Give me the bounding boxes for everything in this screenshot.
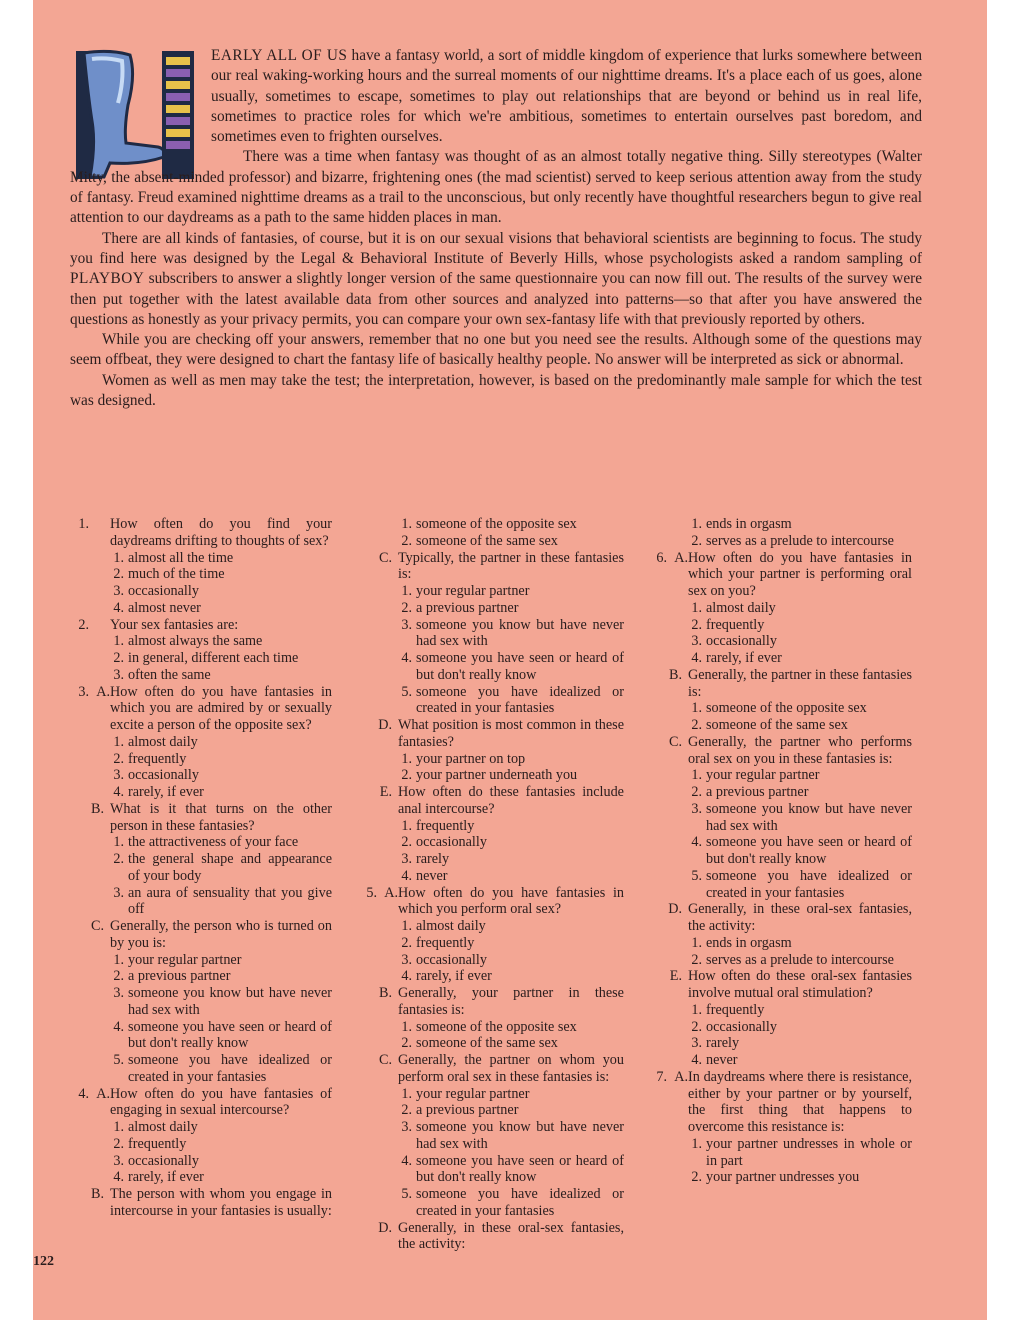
question-4a: 4. A. How often do you have fantasies of engaging in sexual intercourse? [78,1085,332,1119]
option[interactable]: 3. someone you know but have never had sex with [401,1119,624,1152]
option[interactable]: 3. someone you know but have never had sex with [401,616,624,650]
option[interactable]: 2. the general shape and appearance of your body [113,851,332,884]
brand-name: PLAYBOY [70,270,145,288]
option[interactable]: 1. almost always the same [113,633,263,650]
option[interactable]: 5. someone you have idealized or created in your fantasies [401,1186,624,1219]
question-2: 2. Your sex fantasies are: [78,616,239,633]
option[interactable]: 1. someone of the opposite sex [691,700,867,717]
option[interactable]: 4. someone you have seen or heard of but don't really know [113,1018,332,1052]
intro-paragraph-3: There are all kinds of fantasies, of course, but it is on our sexual visions that behavioral scientists are beginning to focus. The study you find here was designed by the Legal & Behavioral Institute of Beverly Hills, whose psychologists asked a random sampling of PLAYBOY subscribers to answer a slightly longer version of the same questionnaire you can now fill out. The results of the survey were then put together with the latest available data from other sources and analyzed into patterns—so that after you have answered the questions as honestly as your privacy permits, you can compare your own sex-fantasy life with that previously reported by others. [70,229,922,328]
option[interactable]: 3. someone you know but have never had sex with [113,985,332,1018]
question-6c: C. Generally, the partner who performs oral sex on you in these fantasies is: [668,733,912,767]
question-5b: B. Generally, your partner in these fantasies is: [378,985,624,1018]
option[interactable]: 2. your partner underneath you [401,767,578,784]
option[interactable]: 4. someone you have seen or heard of but don't really know [691,834,912,867]
intro-paragraph-1: EARLY ALL OF US have a fantasy world, a sort of middle kingdom of experience that lurks somewhere between our real waking-working hours and the surreal moments of our nighttime dreams. It's a place each of us goes, alone usually, sometimes to escape, sometimes to play out relationships that are beyond or behind us in real life, sometimes to practice roles for which we're ambitious, sometimes to entertain ourselves past boredom, and sometimes even to frighten ourselves. [211,47,922,146]
option[interactable]: 2. someone of the same sex [691,717,848,733]
intro-paragraph-4: While you are checking off your answers, remember that no one but you need see the results. Although some of the questions may seem offbeat, they were designed to chart the fantasy life of basically healthy people. No answer will be interpreted as sick or abnormal. [70,331,922,369]
question-1: 1. How often do you find your daydreams drifting to thoughts of sex? [78,516,332,549]
page-number: 122 [33,1254,54,1269]
option[interactable]: 3. occasionally [113,767,199,784]
option[interactable]: 4. rarely, if ever [113,1169,204,1186]
option[interactable]: 2. frequently [401,934,475,951]
question-3a: 3. A. How often do you have fantasies in which you are admired by or sexually excite a person of the opposite sex? [78,683,332,733]
option[interactable]: 4. rarely, if ever [113,784,204,800]
option[interactable]: 3. occasionally [691,633,777,650]
question-7a: 7. A. In daydreams where there is resistance, either by your partner or by yourself, the first thing that happens to overcome this resistance is: [656,1068,912,1135]
intro-paragraph-2: There was a time when fantasy was thought of as an almost totally negative thing. Silly stereotypes (Walter Mitty, the absent-minded professor) and bizarre, frightening ones (the mad scientist) served to keep serious attention away from the study of fantasy. Freud examined nighttime dreams as a trail to the unconscious, but only recently have thoughtful researchers begun to give real attention to our daydreams as a path to the same hidden places in man. [70,148,922,227]
option[interactable]: 1. the attractiveness of your face [113,834,299,851]
option[interactable]: 1. frequently [691,1001,765,1018]
option[interactable]: 2. frequently [113,750,187,767]
option[interactable]: 2. a previous partner [113,968,231,985]
question-6a: 6. A. How often do you have fantasies in which your partner is performing oral sex on you? [656,549,912,599]
option[interactable]: 2. occasionally [401,834,487,851]
option[interactable]: 1. almost daily [401,918,486,934]
intro-text [70,46,922,411]
option[interactable]: 3. occasionally [401,951,487,968]
option[interactable]: 3. rarely [401,851,450,867]
option[interactable]: 2. a previous partner [401,1102,519,1119]
question-6b: B. Generally, the partner in these fantasies is: [668,666,912,700]
option[interactable]: 1. ends in orgasm [691,516,792,532]
intro-paragraph-5: Women as well as men may take the test; the interpretation, however, is based on the predominantly male sample for which the test was designed. [70,371,922,410]
dropcap-space [70,46,211,163]
option[interactable]: 1. almost daily [691,599,776,616]
option[interactable]: 2. a previous partner [691,784,809,800]
option[interactable]: 1. someone of the opposite sex [401,516,577,532]
option[interactable]: 1. ends in orgasm [691,934,792,951]
option[interactable]: 2. much of the time [113,566,225,583]
option[interactable]: 2. someone of the same sex [401,532,558,549]
option[interactable]: 1. your regular partner [691,767,820,784]
lead-in-smallcaps: EARLY ALL OF US [211,47,348,64]
option[interactable]: 4. rarely, if ever [691,650,782,666]
question-5d: D. Generally, in these oral-sex fantasies, the activity: [378,1219,624,1253]
option[interactable]: 2. a previous partner [401,599,519,616]
option[interactable]: 2. in general, different each time [113,650,299,666]
column-3 [648,516,912,1186]
option[interactable]: 1. your regular partner [401,583,530,599]
option[interactable]: 4. someone you have seen or heard of but don't really know [401,1152,624,1186]
option[interactable]: 2. frequently [113,1135,187,1152]
option[interactable]: 4. never [401,867,448,884]
option[interactable]: 2. frequently [691,616,765,633]
option[interactable]: 3. occasionally [113,1152,199,1169]
question-3b: B. What is it that turns on the other person in these fantasies? [90,800,332,834]
question-5c: C. Generally, the partner on whom you perform oral sex in these fantasies is: [378,1052,624,1085]
option[interactable]: 1. frequently [401,817,475,834]
option[interactable]: 1. someone of the opposite sex [401,1018,577,1035]
option[interactable]: 5. someone you have idealized or created in your fantasies [113,1052,332,1085]
option[interactable]: 1. almost all the time [113,549,234,566]
option[interactable]: 3. occasionally [113,583,199,599]
option[interactable]: 3. rarely [691,1035,740,1052]
question-4e: E. How often do these fantasies include anal intercourse? [379,784,624,817]
option[interactable]: 2. occasionally [691,1018,777,1035]
question-4c: C. Typically, the partner in these fantasies is: [378,549,624,583]
option[interactable]: 1. your regular partner [113,951,242,968]
question-6d: D. Generally, in these oral-sex fantasies, the activity: [668,901,912,934]
option[interactable]: 1. almost daily [113,733,198,750]
option[interactable]: 3. someone you know but have never had sex with [691,800,912,834]
question-5a: 5. A. How often do you have fantasies in which you perform oral sex? [366,884,624,918]
option[interactable]: 2. someone of the same sex [401,1035,558,1052]
question-6e: E. How often do these oral-sex fantasies involve mutual oral stimulation? [669,968,912,1001]
option[interactable]: 3. often the same [113,666,211,683]
option[interactable]: 2. serves as a prelude to intercourse [691,532,894,549]
option[interactable]: 4. never [691,1052,738,1068]
option[interactable]: 4. rarely, if ever [401,968,492,985]
option[interactable]: 2. serves as a prelude to intercourse [691,951,894,968]
option[interactable]: 1. your partner undresses in whole or in part [691,1135,912,1169]
option[interactable]: 2. your partner undresses you [691,1169,860,1186]
column-1 [70,516,332,1220]
option[interactable]: 5. someone you have idealized or created in your fantasies [691,867,912,901]
option[interactable]: 1. almost daily [113,1119,198,1135]
question-4d: D. What position is most common in these fantasies? [378,717,624,750]
question-4b: B. The person with whom you engage in intercourse in your fantasies is usually: [90,1186,332,1219]
option[interactable]: 1. your regular partner [401,1085,530,1102]
option[interactable]: 4. almost never [113,599,201,616]
option[interactable]: 5. someone you have idealized or created in your fantasies [401,683,624,717]
column-2 [358,516,624,1253]
option[interactable]: 3. an aura of sensuality that you give off [113,884,332,918]
option[interactable]: 1. your partner on top [401,750,526,767]
question-3c: C. Generally, the person who is turned on by you is: [90,918,332,951]
option[interactable]: 4. someone you have seen or heard of but don't really know [401,650,624,683]
